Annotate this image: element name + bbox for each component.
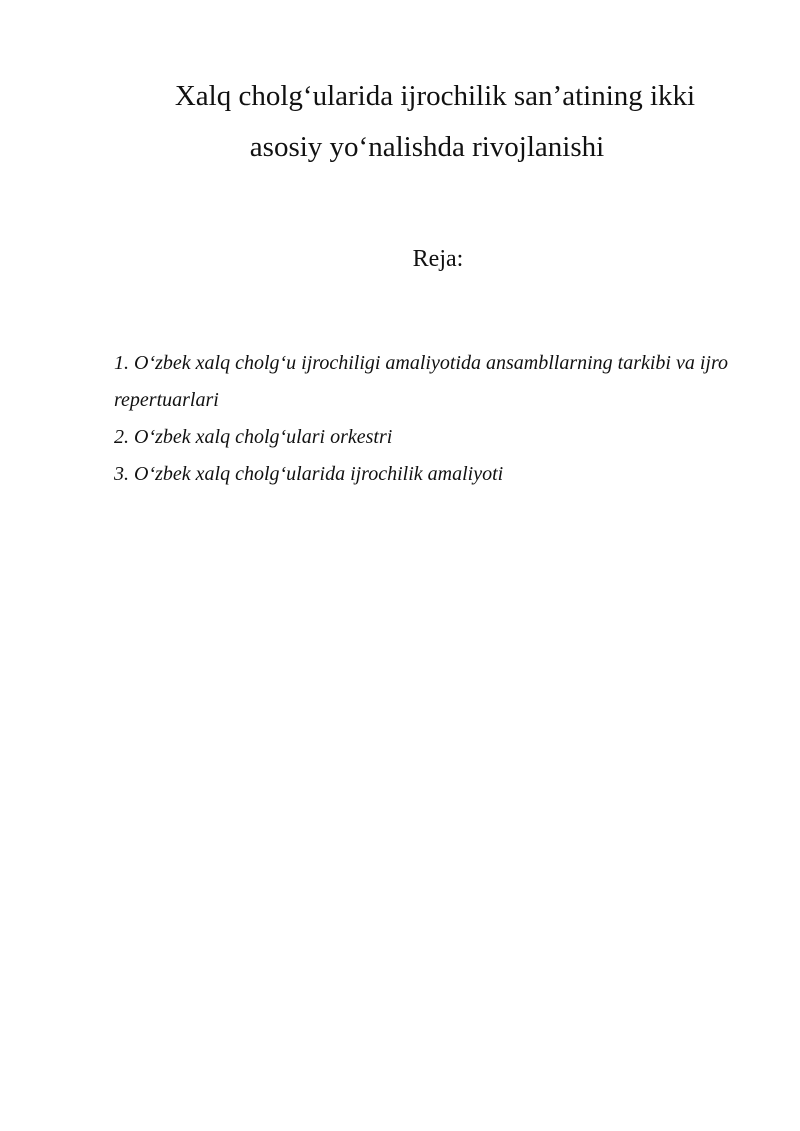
plan-item-text: O‘zbek xalq cholg‘ularida ijrochilik amaliyoti bbox=[134, 463, 504, 485]
plan-heading: Reja: bbox=[412, 246, 464, 272]
plan-item-text: O‘zbek xalq cholg‘ulari orkestri bbox=[134, 426, 393, 448]
plan-item-text: O‘zbek xalq cholg‘u ijrochiligi amaliyotida ansambllarning tarkibi va ijro repertuarlari bbox=[114, 352, 729, 411]
document-title-line-2: asosiy yo‘nalishda rivojlanishi bbox=[249, 131, 605, 163]
plan-list bbox=[114, 345, 754, 493]
document-title-line-1: Xalq cholg‘ularida ijrochilik san’atining ikki bbox=[174, 80, 696, 112]
plan-item-1 bbox=[114, 345, 754, 419]
plan-item-number: 2. bbox=[114, 426, 129, 448]
plan-item-3 bbox=[114, 456, 754, 493]
plan-item-2 bbox=[114, 419, 754, 456]
plan-item-number: 3. bbox=[114, 463, 129, 485]
plan-item-number: 1. bbox=[114, 352, 129, 374]
